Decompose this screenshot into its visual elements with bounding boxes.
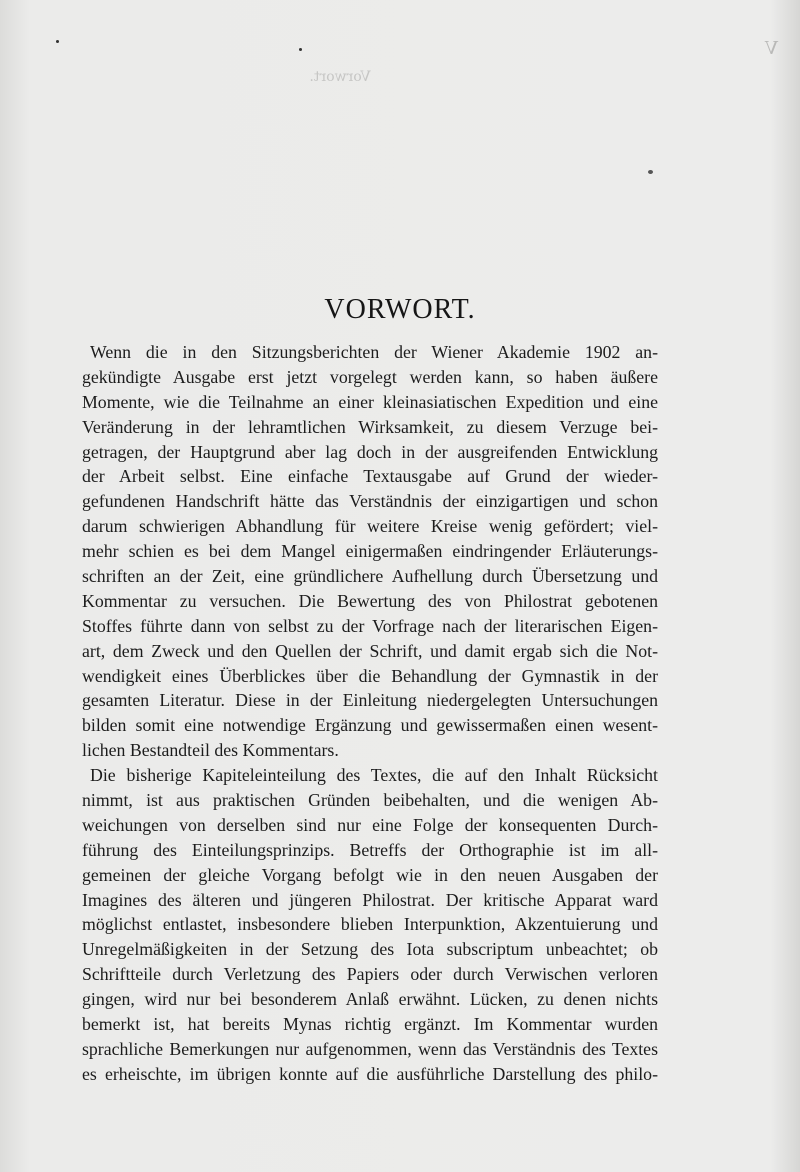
text-line: mehr schien es bei dem Mangel einigermaßen eindringender Erläuterungs- xyxy=(82,541,658,562)
text-line: führung des Einteilungsprinzips. Betreffs der Orthographie ist im all- xyxy=(82,839,658,860)
text-line: darum schwierigen Abhandlung für weitere Kreise wenig gefördert; viel- xyxy=(82,516,658,537)
text-line: Veränderung in der lehramtlichen Wirksamkeit, zu diesem Verzuge bei- xyxy=(82,416,658,437)
text-line: sprachliche Bemerkungen nur aufgenommen, wenn das Verständnis des Textes xyxy=(82,1038,658,1059)
text-line: Momente, wie die Teilnahme an einer kleinasiatischen Expedition und eine xyxy=(82,391,658,412)
text-line: gemeinen der gleiche Vorgang befolgt wie in den neuen Ausgaben der xyxy=(82,864,658,885)
ink-speck xyxy=(299,48,302,51)
paragraph-2 xyxy=(82,763,658,1087)
text-line: nimmt, ist aus praktischen Gründen beibehalten, und die wenigen Ab- xyxy=(82,790,658,811)
text-line: Unregelmäßigkeiten in der Setzung des Iota subscriptum unbeachtet; ob xyxy=(82,939,658,960)
text-line: getragen, der Hauptgrund aber lag doch in der ausgreifenden Entwicklung xyxy=(82,441,658,462)
ink-speck xyxy=(648,170,653,174)
text-line: Stoffes führte dann von selbst zu der Vorfrage nach der literarischen Eigen- xyxy=(82,615,658,636)
text-line: möglichst entlastet, insbesondere blieben Interpunktion, Akzentuierung und xyxy=(82,914,658,935)
text-line: gingen, wird nur bei besonderem Anlaß erwähnt. Lücken, zu denen nichts xyxy=(82,989,658,1010)
text-line: bemerkt ist, hat bereits Mynas richtig ergänzt. Im Kommentar wurden xyxy=(82,1014,658,1035)
text-line: gekündigte Ausgabe erst jetzt vorgelegt werden kann, so haben äußere xyxy=(82,366,658,387)
page-title: VORWORT. xyxy=(324,294,476,325)
body-text xyxy=(82,340,658,1087)
bleed-through-header xyxy=(50,38,690,116)
text-line: der Arbeit selbst. Eine einfache Textausgabe auf Grund der wieder- xyxy=(82,466,658,487)
text-line: gefundenen Handschrift hätte das Verständnis der einzigartigen und schon xyxy=(82,491,658,512)
text-line: Die bisherige Kapiteleinteilung des Textes, die auf den Inhalt Rücksicht xyxy=(90,765,658,786)
text-line: Schriftteile durch Verletzung des Papiers oder durch Verwischen verloren xyxy=(82,964,658,985)
bleed-through-page-number: V xyxy=(763,38,778,59)
text-line: art, dem Zweck und den Quellen der Schrift, und damit ergab sich die Not- xyxy=(82,640,658,661)
text-line: weichungen von derselben sind nur eine Folge der konsequenten Durch- xyxy=(82,814,658,835)
text-line: gesamten Literatur. Diese in der Einleitung niedergelegten Untersuchungen xyxy=(82,690,658,711)
text-line: Kommentar zu versuchen. Die Bewertung des von Philostrat gebotenen xyxy=(82,590,658,611)
text-line: Imagines des älteren und jüngeren Philostrat. Der kritische Apparat ward xyxy=(82,889,658,910)
text-line: schriften an der Zeit, eine gründlichere Aufhellung durch Übersetzung und xyxy=(82,566,658,587)
ink-speck xyxy=(56,40,59,43)
text-line: lichen Bestandteil des Kommentars. xyxy=(82,740,339,761)
text-line: Wenn die in den Sitzungsberichten der Wiener Akademie 1902 an- xyxy=(90,342,658,362)
paragraph-1 xyxy=(82,340,658,763)
text-line: es erheischte, im übrigen konnte auf die ausführliche Darstellung des philo- xyxy=(82,1063,658,1084)
text-line: wendigkeit eines Überblickes über die Behandlung der Gymnastik in der xyxy=(82,665,658,686)
text-line: bilden somit eine notwendige Ergänzung und gewissermaßen einen wesent- xyxy=(82,715,658,736)
bleed-through-header-text: Vorwort. xyxy=(309,69,371,85)
